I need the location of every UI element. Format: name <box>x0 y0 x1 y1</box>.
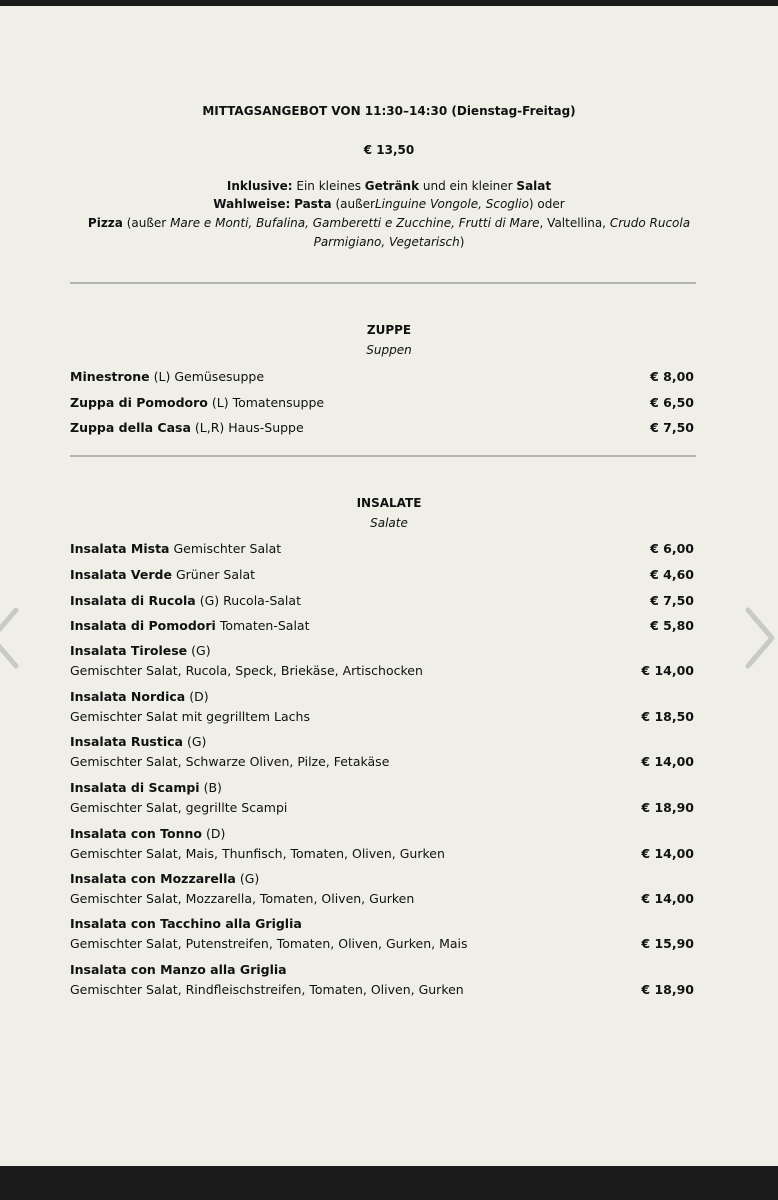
offer-pizza <box>0 216 778 230</box>
menu-item <box>70 592 696 610</box>
item-name: Zuppa della Casa <box>70 420 191 435</box>
item-name: Insalata Nordica <box>70 689 186 704</box>
offer-inclusive <box>0 179 778 193</box>
menu-item-detailed <box>70 688 696 724</box>
chevron-right-icon <box>742 606 778 670</box>
item-price: € 6,00 <box>650 541 694 556</box>
item-tag: (B) <box>203 780 222 795</box>
inclusive-salad: Salat <box>516 179 552 193</box>
pizza-label: Pizza <box>87 216 123 230</box>
menu-item <box>70 419 696 437</box>
menu-item <box>70 368 696 386</box>
item-desc: (L) Gemüsesuppe <box>153 369 265 384</box>
section-title-insalate: INSALATE <box>356 496 422 510</box>
choice-text-2: ) oder <box>528 197 565 211</box>
item-name: Minestrone <box>70 369 150 384</box>
item-name: Insalata con Mozzarella <box>70 871 236 886</box>
item-tag: (D) <box>189 689 209 704</box>
pizza-exceptions-1: Mare e Monti, Bufalina, Gamberetti e Zucchine, Frutti di Mare <box>170 216 540 230</box>
item-name: Insalata di Scampi <box>70 780 200 795</box>
menu-item-detailed <box>70 642 696 678</box>
item-price: € 4,60 <box>650 567 694 582</box>
item-desc: Gemischter Salat, Mais, Thunfisch, Tomaten, Oliven, Gurken <box>70 846 445 861</box>
item-desc: Gemischter Salat, Mozzarella, Tomaten, Oliven, Gurken <box>70 891 415 906</box>
offer-choice <box>0 197 778 211</box>
item-price: € 7,50 <box>650 593 694 608</box>
bottom-bar <box>0 1166 778 1200</box>
item-tag: (G) <box>186 734 207 749</box>
item-price: € 18,50 <box>641 709 694 724</box>
item-name: Insalata di Rucola <box>70 593 196 608</box>
item-name: Insalata Mista <box>70 541 170 556</box>
item-name: Insalata con Tacchino alla Griglia <box>70 916 302 931</box>
item-name: Insalata Verde <box>70 567 172 582</box>
item-price: € 18,90 <box>641 800 694 815</box>
item-tag: (G) <box>239 871 260 886</box>
item-name: Insalata Rustica <box>70 734 183 749</box>
menu-item-detailed <box>70 870 696 906</box>
item-price: € 14,00 <box>641 891 694 906</box>
choice-text-1: (außer <box>335 197 375 211</box>
choice-pasta: Pasta <box>294 197 332 211</box>
item-price: € 5,80 <box>650 618 694 633</box>
item-name: Zuppa di Pomodoro <box>70 395 208 410</box>
item-desc: Gemischter Salat <box>173 541 282 556</box>
prev-page-button[interactable] <box>0 606 22 670</box>
menu-item-detailed <box>70 779 696 815</box>
item-price: € 15,90 <box>641 936 694 951</box>
menu-item-detailed <box>70 915 696 951</box>
menu-item-detailed <box>70 825 696 861</box>
item-tag: (G) <box>191 643 211 658</box>
inclusive-label: Inklusive: <box>226 179 293 193</box>
pizza-text-2: , Valtellina, <box>539 216 606 230</box>
item-name: Insalata con Tonno <box>70 826 202 841</box>
pizza-exceptions-3: Parmigiano, Vegetarisch <box>313 235 460 249</box>
offer-pizza-line2 <box>0 235 778 249</box>
item-price: € 7,50 <box>650 420 694 435</box>
choice-label: Wahlweise: <box>213 197 291 211</box>
choice-exceptions: Linguine Vongole, Scoglio <box>374 197 529 211</box>
item-desc: Tomaten-Salat <box>219 618 310 633</box>
item-desc: Gemischter Salat, Rucola, Speck, Briekäse, Artischocken <box>70 663 423 678</box>
item-tag: (D) <box>205 826 226 841</box>
next-page-button[interactable] <box>742 606 778 670</box>
item-desc: Gemischter Salat, Rindfleischstreifen, Tomaten, Oliven, Gurken <box>70 982 464 997</box>
offer-price: € 13,50 <box>363 143 415 157</box>
menu-item-detailed <box>70 733 696 769</box>
item-price: € 18,90 <box>641 982 694 997</box>
item-name: Insalata con Manzo alla Griglia <box>70 962 287 977</box>
inclusive-text-2: und ein kleiner <box>422 179 513 193</box>
item-desc: Gemischter Salat, Putenstreifen, Tomaten, Oliven, Gurken, Mais <box>70 936 468 951</box>
item-price: € 6,50 <box>650 395 694 410</box>
item-desc: Grüner Salat <box>175 567 256 582</box>
chevron-left-icon <box>0 606 22 670</box>
divider <box>70 282 696 284</box>
item-desc: Gemischter Salat, Schwarze Oliven, Pilze, Fetakäse <box>70 754 390 769</box>
item-desc: (L) Tomatensuppe <box>211 395 325 410</box>
menu-item-detailed <box>70 961 696 997</box>
menu-item <box>70 394 696 412</box>
item-name: Insalata di Pomodori <box>70 618 216 633</box>
inclusive-text-1: Ein kleines <box>296 179 361 193</box>
offer-title: MITTAGSANGEBOT VON 11:30–14:30 (Dienstag-Freitag) <box>202 104 576 118</box>
item-price: € 14,00 <box>641 663 694 678</box>
pizza-exceptions-2: Crudo Rucola <box>609 216 691 230</box>
item-desc: (L,R) Haus-Suppe <box>194 420 304 435</box>
item-name: Insalata Tirolese <box>70 643 188 658</box>
divider <box>70 455 696 457</box>
inclusive-drink: Getränk <box>364 179 420 193</box>
menu-item <box>70 540 696 558</box>
section-title-zuppe: ZUPPE <box>366 323 412 337</box>
item-desc: (G) Rucola-Salat <box>199 593 301 608</box>
item-price: € 8,00 <box>650 369 694 384</box>
section-subtitle-insalate: Salate <box>370 516 408 530</box>
pizza-text-1: (außer <box>126 216 167 230</box>
item-desc: Gemischter Salat, gegrillte Scampi <box>70 800 288 815</box>
pizza-text-3: ) <box>459 235 465 249</box>
item-price: € 14,00 <box>641 846 694 861</box>
item-price: € 14,00 <box>641 754 694 769</box>
menu-item <box>70 617 696 635</box>
item-desc: Gemischter Salat mit gegrilltem Lachs <box>70 709 310 724</box>
section-subtitle-zuppe: Suppen <box>366 343 412 357</box>
menu-item <box>70 566 696 584</box>
